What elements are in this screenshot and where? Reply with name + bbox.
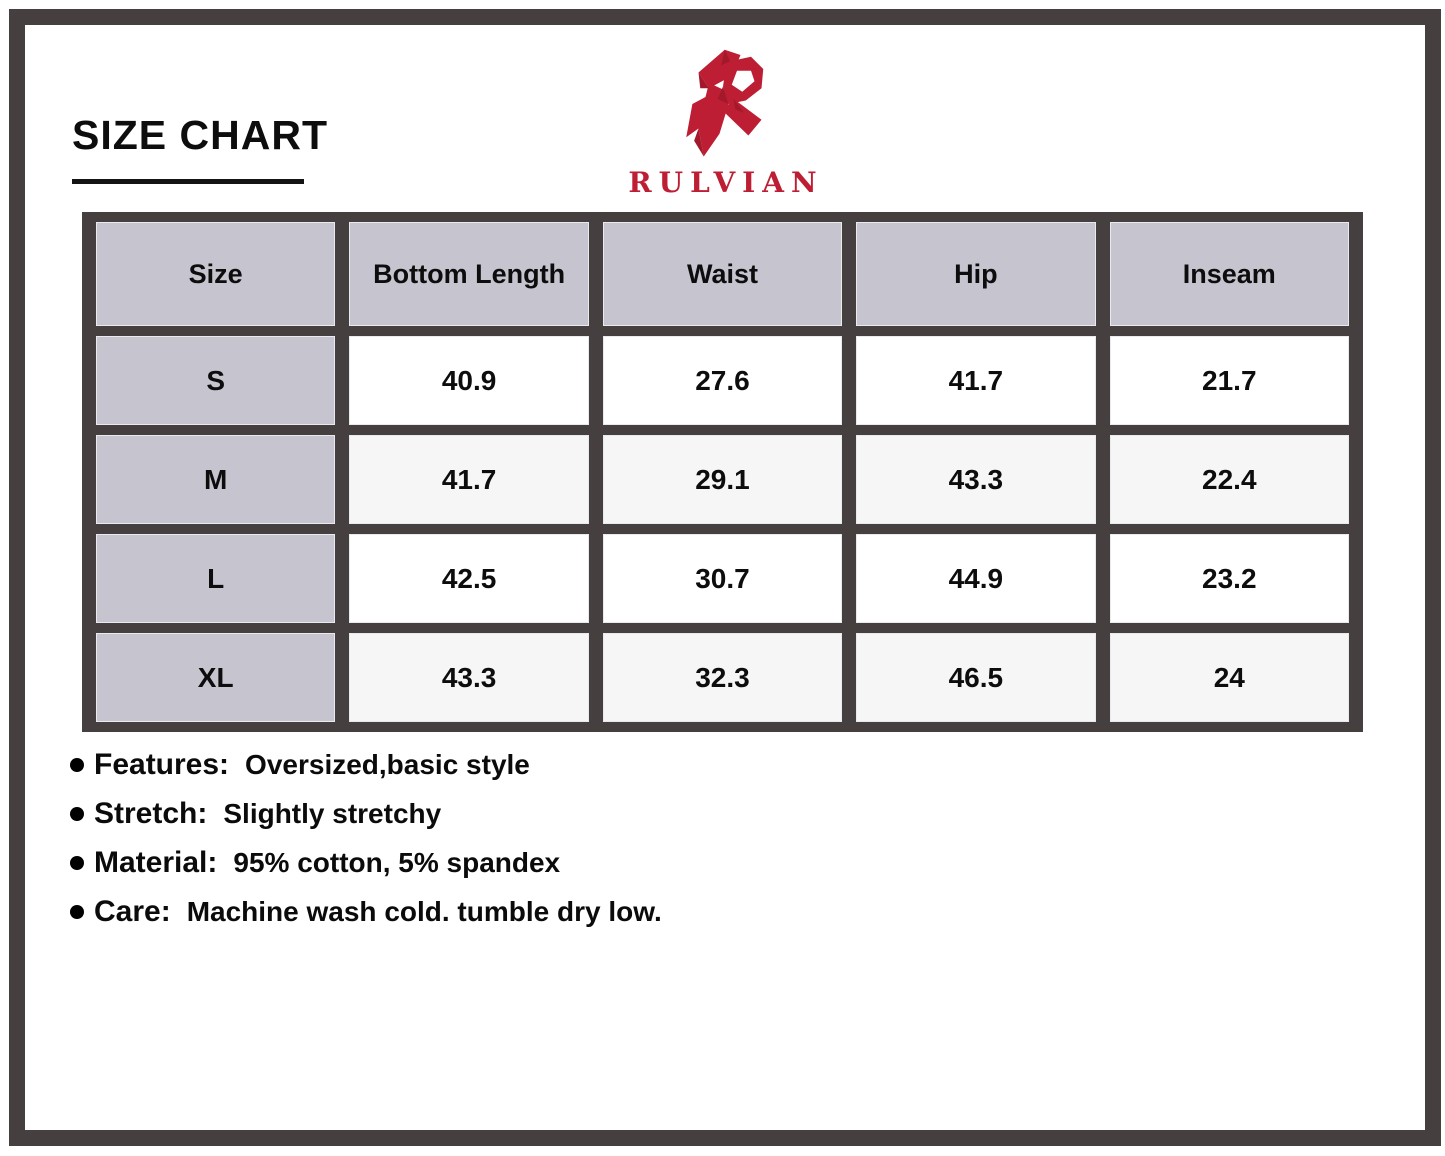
- value-cell: 32.3: [603, 633, 842, 722]
- header-bottom-length: Bottom Length: [349, 222, 588, 326]
- table-header-row: [96, 222, 1349, 326]
- size-cell: XL: [96, 633, 335, 722]
- value-cell: 27.6: [603, 336, 842, 425]
- value-cell: 22.4: [1110, 435, 1349, 524]
- value-cell: 21.7: [1110, 336, 1349, 425]
- size-chart-table: [82, 212, 1363, 732]
- size-cell: S: [96, 336, 335, 425]
- detail-value: Machine wash cold. tumble dry low.: [186, 896, 662, 927]
- detail-item-care: [70, 895, 662, 929]
- value-cell: 30.7: [603, 534, 842, 623]
- bullet-icon: [70, 758, 84, 772]
- value-cell: 43.3: [856, 435, 1095, 524]
- table-row-l: [96, 534, 1349, 623]
- table-row-s: [96, 336, 1349, 425]
- detail-label: Stretch:: [94, 797, 208, 830]
- size-cell: L: [96, 534, 335, 623]
- value-cell: 43.3: [349, 633, 588, 722]
- value-cell: 46.5: [856, 633, 1095, 722]
- value-cell: 44.9: [856, 534, 1095, 623]
- brand-block: [593, 48, 853, 199]
- details-list: [70, 748, 662, 944]
- value-cell: 29.1: [603, 435, 842, 524]
- detail-item-material: [70, 846, 662, 880]
- detail-label: Care:: [94, 895, 171, 928]
- header-hip: Hip: [856, 222, 1095, 326]
- detail-item-stretch: [70, 797, 662, 831]
- header-waist: Waist: [603, 222, 842, 326]
- page-title: SIZE CHART: [72, 112, 328, 158]
- detail-value: Slightly stretchy: [223, 798, 442, 829]
- value-cell: 42.5: [349, 534, 588, 623]
- size-cell: M: [96, 435, 335, 524]
- bullet-icon: [70, 905, 84, 919]
- detail-label: Features:: [94, 748, 230, 781]
- brand-wordmark: RULVIAN: [628, 166, 824, 199]
- detail-value: 95% cotton, 5% spandex: [233, 847, 561, 878]
- title-underline: [72, 179, 304, 184]
- value-cell: 41.7: [856, 336, 1095, 425]
- rulvian-r-logo-icon: [674, 48, 772, 160]
- header-inseam: Inseam: [1110, 222, 1349, 326]
- table-row-m: [96, 435, 1349, 524]
- value-cell: 24: [1110, 633, 1349, 722]
- bullet-icon: [70, 856, 84, 870]
- bullet-icon: [70, 807, 84, 821]
- value-cell: 41.7: [349, 435, 588, 524]
- detail-value: Oversized,basic style: [245, 749, 530, 780]
- detail-item-features: [70, 748, 662, 782]
- value-cell: 23.2: [1110, 534, 1349, 623]
- value-cell: 40.9: [349, 336, 588, 425]
- header-size: Size: [96, 222, 335, 326]
- detail-label: Material:: [94, 846, 218, 879]
- table-row-xl: [96, 633, 1349, 722]
